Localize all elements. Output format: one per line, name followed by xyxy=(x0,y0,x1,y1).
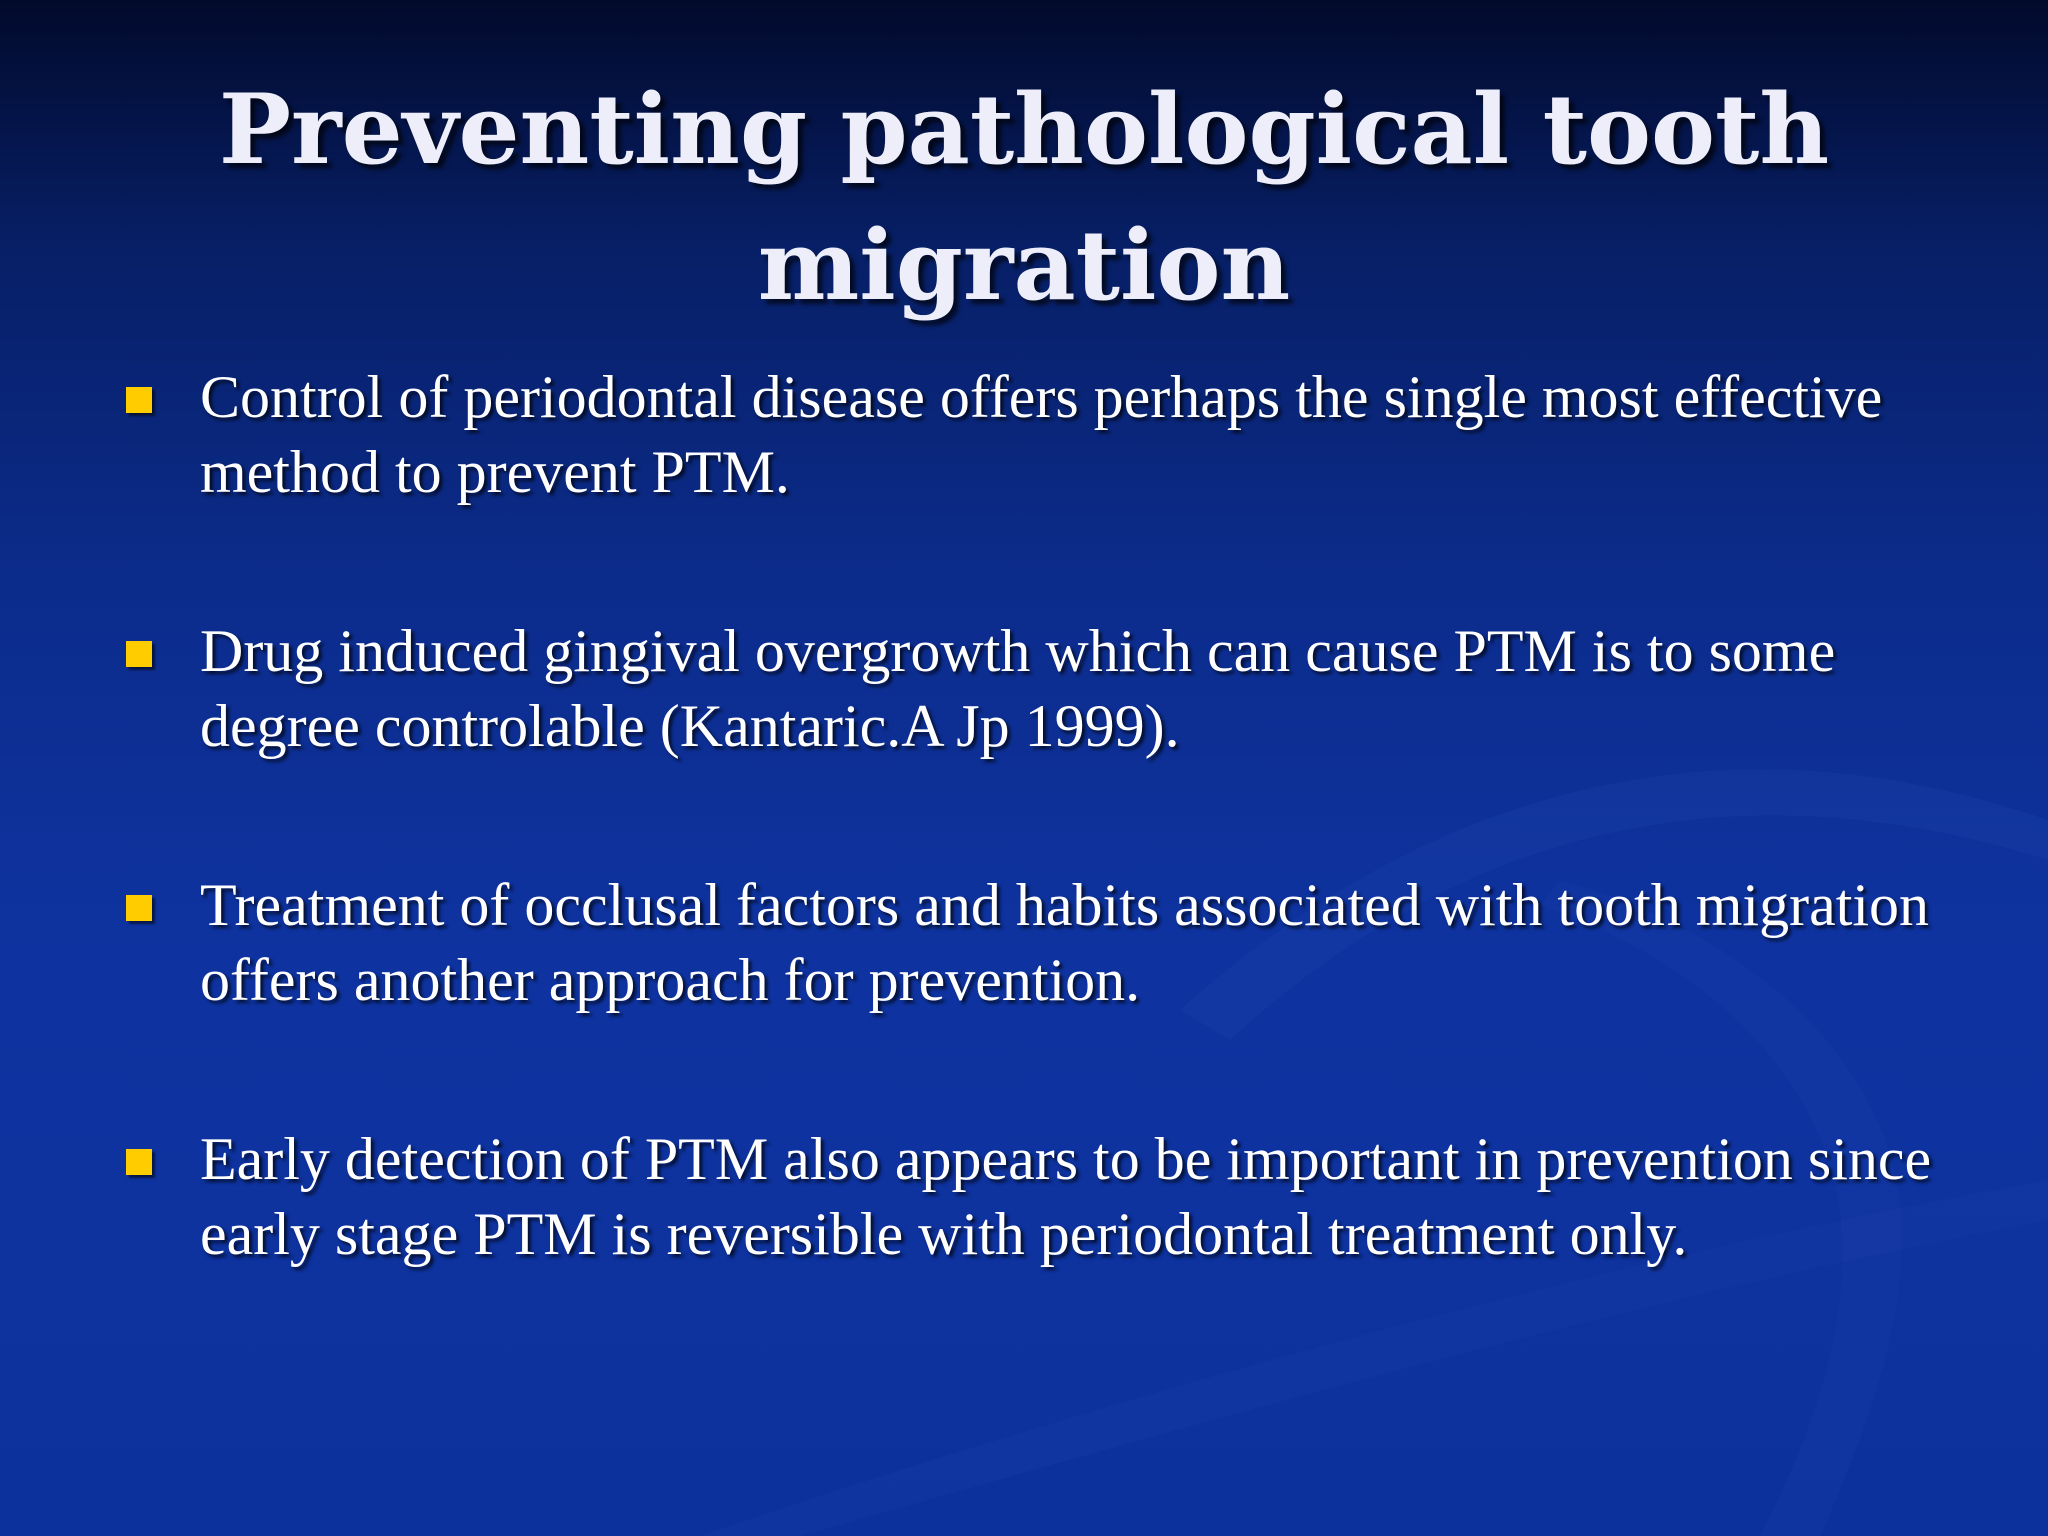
square-bullet-icon xyxy=(126,641,152,667)
slide-title: Preventing pathological tooth migration xyxy=(218,73,1830,322)
bullet-text: Control of periodontal disease offers perhaps the single most effective method to prevent PTM. xyxy=(200,364,1883,505)
square-bullet-icon xyxy=(126,895,152,921)
square-bullet-icon xyxy=(126,387,152,413)
bullet-text: Early detection of PTM also appears to be important in prevention since early stage PTM is reversible with periodontal treatment only. xyxy=(200,1126,1932,1267)
square-bullet-icon xyxy=(126,1149,152,1175)
bullet-text: Treatment of occlusal factors and habits associated with tooth migration offers another approach for prevention. xyxy=(200,872,1930,1013)
bullet-text: Drug induced gingival overgrowth which can cause PTM is to some degree controlable (Kantaric.A Jp 1999). xyxy=(200,618,1836,759)
